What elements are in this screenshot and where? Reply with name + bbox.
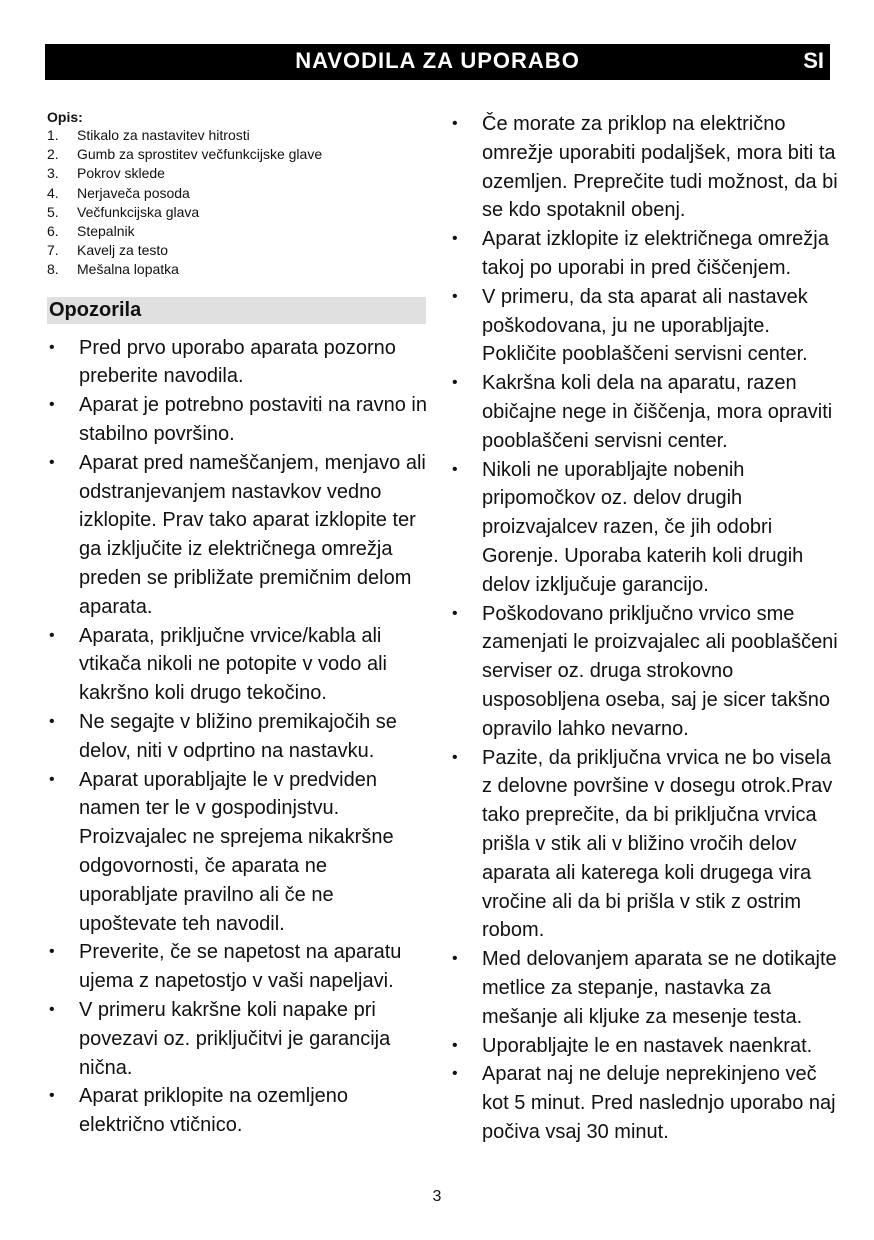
- warning-text: Uporabljajte le en nastavek naenkrat.: [482, 1034, 813, 1057]
- warning-text: Aparat je potrebno postaviti na ravno in stabilno površino.: [79, 394, 427, 446]
- warning-item: [47, 334, 427, 392]
- bullet-icon: •: [49, 453, 55, 471]
- parts-list-item: [47, 241, 427, 260]
- bullet-icon: •: [49, 712, 55, 730]
- warning-text: V primeru kakršne koli napake pri povezavi oz. priključitvi je garancija nična.: [79, 998, 391, 1079]
- warning-item: [450, 1032, 840, 1061]
- item-number: 4.: [47, 184, 59, 201]
- bullet-icon: •: [452, 748, 458, 766]
- warning-item: [47, 938, 427, 996]
- warnings-section-header: [47, 297, 426, 324]
- warning-item: [450, 600, 840, 744]
- item-text: Stikalo za nastavitev hitrosti: [77, 127, 250, 143]
- warnings-list-right: [450, 110, 840, 1147]
- warning-text: Kakršna koli dela na aparatu, razen običajne nege in čiščenja, mora opraviti pooblaščeni servisni center.: [482, 372, 833, 452]
- bullet-icon: •: [49, 1000, 55, 1018]
- warning-item: [450, 283, 840, 369]
- bullet-icon: •: [49, 1087, 55, 1105]
- warning-item: [450, 225, 840, 283]
- item-number: 5.: [47, 203, 59, 220]
- warning-text: Aparat pred nameščanjem, menjavo ali odstranjevanjem nastavkov vedno izklopite. Prav tako aparat izklopite ter ga izključite iz električnega omrežja preden se približate premičnim delom aparata.: [79, 451, 426, 618]
- warning-text: Aparata, priključne vrvice/kabla ali vtikača nikoli ne potopite v vodo ali kakršno koli drugo tekočino.: [79, 624, 387, 705]
- page-number: 3: [432, 1188, 442, 1205]
- item-text: Pokrov sklede: [77, 165, 165, 182]
- item-number: 2.: [47, 146, 59, 163]
- warning-item: [47, 708, 427, 766]
- item-number: 6.: [47, 223, 59, 240]
- warning-item: [47, 391, 427, 449]
- warning-item: [47, 622, 427, 708]
- parts-list-item: [47, 203, 427, 222]
- item-number: 7.: [47, 242, 59, 259]
- warning-text: Aparat priklopite na ozemljeno električno vtičnico.: [79, 1085, 349, 1137]
- warning-text: Pred prvo uporabo aparata pozorno preberite navodila.: [79, 336, 396, 388]
- bullet-icon: •: [452, 950, 458, 968]
- warning-text: Aparat uporabljajte le v predviden namen ter le v gospodinjstvu. Proizvajalec ne sprejema nikakršne odgovornosti, če aparata ne uporabljate pravilno ali če ne upoštevate teh navodil.: [79, 768, 394, 935]
- warning-item: [47, 1082, 427, 1140]
- warning-item: [450, 369, 840, 455]
- warning-item: [450, 456, 840, 600]
- bullet-icon: •: [452, 604, 458, 622]
- parts-list-item: [47, 164, 427, 183]
- bullet-icon: •: [452, 230, 458, 248]
- warning-text: Nikoli ne uporabljajte nobenih pripomočkov oz. delov drugih proizvajalcev razen, če jih odobri Gorenje. Uporaba katerih koli drugih delov izključuje garancijo.: [482, 458, 804, 596]
- warning-text: Pazite, da priključna vrvica ne bo visela z delovne površine v dosegu otrok.Prav tako preprečite, da bi priključna vrvica prišla v stik ali v bližino vročih delov aparata ali katerega koli drugega vira vročine ali da bi prišla v stik z ostrim robom.: [482, 746, 833, 942]
- bullet-icon: •: [49, 338, 55, 356]
- bullet-icon: •: [452, 460, 458, 478]
- warning-text: Ne segajte v bližino premikajočih se delov, niti v odprtino na nastavku.: [79, 710, 397, 762]
- description-heading: Opis:: [47, 109, 83, 125]
- right-column: [450, 110, 840, 1147]
- bullet-icon: •: [49, 943, 55, 961]
- bullet-icon: •: [49, 396, 55, 414]
- bullet-icon: •: [452, 287, 458, 305]
- header-bar: [45, 44, 830, 80]
- bullet-icon: •: [452, 1036, 458, 1054]
- parts-list-item: [47, 222, 427, 241]
- warning-text: Aparat izklopite iz električnega omrežja takoj po uporabi in pred čiščenjem.: [482, 228, 829, 279]
- warning-text: Med delovanjem aparata se ne dotikajte metlice za stepanje, nastavka za mešanje ali kljuke za mesenje testa.: [482, 948, 837, 1028]
- item-text: Večfunkcijska glava: [77, 203, 200, 220]
- warning-item: [450, 744, 840, 946]
- bullet-icon: •: [49, 770, 55, 788]
- parts-list: [47, 126, 427, 280]
- parts-list-item: [47, 184, 427, 203]
- item-number: 8.: [47, 261, 59, 278]
- bullet-icon: •: [452, 374, 458, 392]
- item-text: Nerjaveča posoda: [77, 184, 190, 201]
- warning-text: Preverite, če se napetost na aparatu ujema z napetostjo v vaši napeljavi.: [79, 941, 402, 993]
- language-code: SI: [803, 48, 824, 73]
- warning-item: [47, 766, 427, 939]
- item-text: Mešalna lopatka: [77, 261, 179, 278]
- left-column: [47, 108, 427, 1140]
- parts-list-item: [47, 126, 427, 145]
- warning-item: [450, 1060, 840, 1146]
- parts-list-item: [47, 145, 427, 164]
- bullet-icon: •: [49, 626, 55, 644]
- item-text: Gumb za sprostitev večfunkcijske glave: [77, 146, 323, 163]
- warning-text: Če morate za priklop na električno omrežje uporabiti podaljšek, mora biti ta ozemljen. Preprečite tudi možnost, da bi se kdo spotaknil obenj.: [482, 113, 838, 222]
- warnings-list-left: [47, 334, 427, 1140]
- item-text: Stepalnik: [77, 223, 135, 240]
- warning-item: [450, 110, 840, 225]
- warning-text: Poškodovano priključno vrvico sme zamenjati le proizvajalec ali pooblaščeni serviser oz. druga strokovno usposobljena oseba, saj je sicer takšno opravilo lahko nevarno.: [482, 602, 838, 740]
- item-number: 1.: [47, 127, 59, 143]
- warning-item: [47, 996, 427, 1082]
- warning-text: Aparat naj ne deluje neprekinjeno več kot 5 minut. Pred naslednjo uporabo naj počiva vsaj 30 minut.: [482, 1063, 836, 1143]
- bullet-icon: •: [452, 115, 458, 132]
- bullet-icon: •: [452, 1065, 458, 1083]
- page-title: NAVODILA ZA UPORABO: [295, 48, 580, 73]
- warning-item: [47, 449, 427, 622]
- item-number: 3.: [47, 165, 59, 182]
- item-text: Kavelj za testo: [77, 242, 169, 259]
- warning-item: [450, 945, 840, 1031]
- parts-list-item: [47, 260, 427, 279]
- warning-text: V primeru, da sta aparat ali nastavek poškodovana, ju ne uporabljajte. Pokličite pooblaščeni servisni center.: [482, 285, 808, 366]
- warnings-heading: Opozorila: [49, 298, 142, 321]
